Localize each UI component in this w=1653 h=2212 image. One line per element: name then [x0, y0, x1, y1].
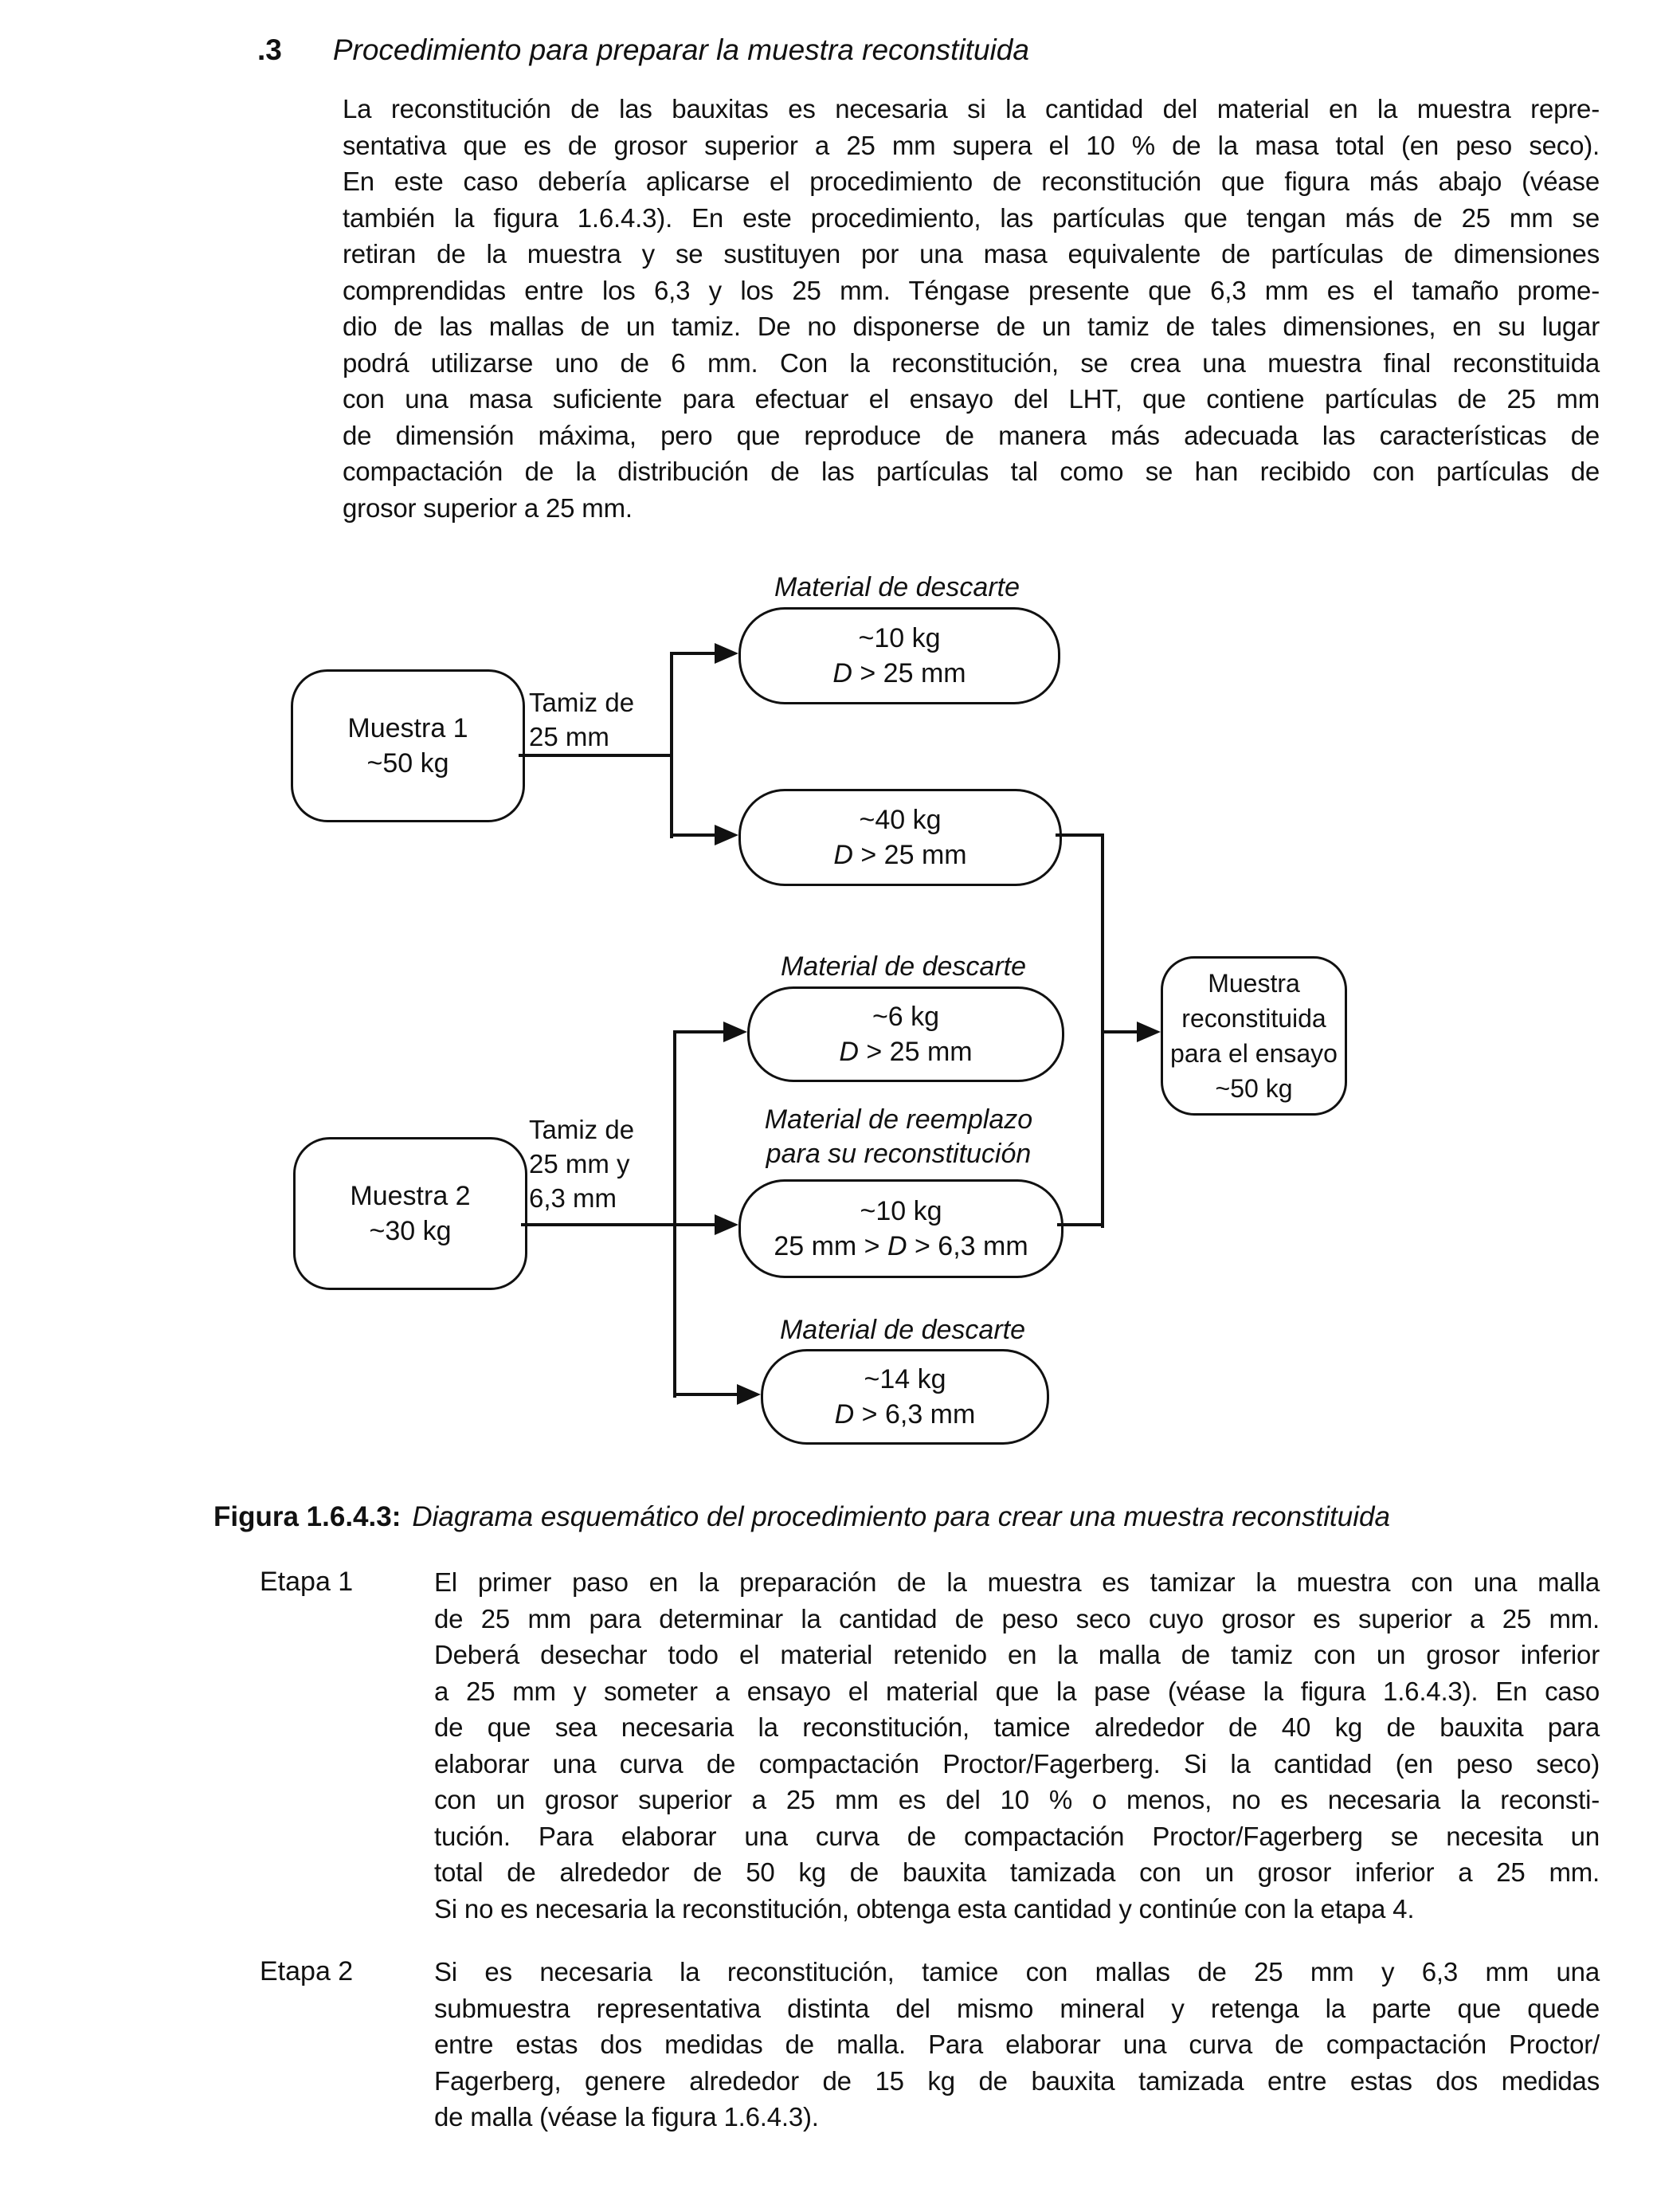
text-line: 25 mm y	[529, 1149, 630, 1179]
text-line: tución. Para elaborar una curva de compactación Proctor/Fagerberg se necesita un	[434, 1821, 1600, 1851]
text-line: Muestra 1	[347, 713, 468, 743]
sieved-40kg-box	[738, 789, 1062, 886]
sieve2-label	[529, 1112, 634, 1215]
connector-line	[1057, 1223, 1103, 1226]
text-line: Muestra 2	[350, 1181, 471, 1211]
intro-paragraph	[343, 91, 1600, 526]
connector-line	[1056, 833, 1104, 837]
replacement-material-label	[738, 1103, 1059, 1171]
text-line: comprendidas entre los 6,3 y los 25 mm. Téngase presente que 6,3 mm es el tamaño prome-	[343, 275, 1600, 305]
text-line: ~6 kg	[872, 1002, 940, 1032]
connector-line	[670, 833, 716, 837]
text-line: La reconstitución de las bauxitas es necesaria si la cantidad del material en la muestra repre-	[343, 94, 1600, 124]
text-line: elaborar una curva de compactación Proctor/Fagerberg. Si la cantidad (en peso seco)	[434, 1748, 1600, 1779]
replacement-10kg-box	[738, 1179, 1063, 1278]
text-line: ~50 kg	[1215, 1074, 1293, 1103]
text-line: D > 6,3 mm	[834, 1399, 976, 1430]
text-line: ~50 kg	[366, 748, 449, 779]
text-line: submuestra representativa distinta del mismo mineral y retenga la parte que quede	[434, 1993, 1600, 2023]
text-line: reconstituida	[1181, 1004, 1326, 1033]
text-line: Material de descarte	[780, 951, 1027, 982]
sample2-box	[293, 1137, 527, 1290]
text-line: compactación de la distribución de las partículas tal como se han recibido con partículas de	[343, 457, 1600, 486]
text-line: con un grosor superior a 25 mm es del 10 % o menos, no es necesaria la reconsti-	[434, 1785, 1600, 1814]
figure-caption-text: Diagrama esquemático del procedimiento para crear una muestra reconstituida	[412, 1501, 1390, 1532]
section-title: Procedimiento para preparar la muestra reconstituida	[332, 33, 1029, 66]
text-line: también la figura 1.6.4.3). En este procedimiento, las partículas que tengan más de 25 mm se	[343, 202, 1600, 233]
discard-material-label-3	[761, 1313, 1044, 1347]
text-line: grosor superior a 25 mm.	[343, 492, 633, 523]
arrow-right-icon	[1137, 1022, 1161, 1042]
text-line: Tamiz de	[529, 1115, 635, 1144]
discard-6kg-box	[747, 986, 1064, 1082]
connector-line	[521, 1223, 716, 1226]
text-line: ~10 kg	[858, 623, 941, 653]
sample1-box	[291, 669, 525, 822]
arrow-right-icon	[723, 1022, 747, 1042]
arrow-right-icon	[715, 1214, 738, 1235]
text-line: Material de descarte	[779, 1315, 1026, 1345]
text-line: para el ensayo	[1170, 1039, 1338, 1068]
text-line: con una masa suficiente para efectuar el ensayo del LHT, que contiene partículas de 25 mm	[343, 384, 1600, 414]
connector-line	[673, 1393, 738, 1396]
step-2-paragraph	[434, 1954, 1600, 2136]
arrow-right-icon	[715, 825, 738, 845]
text-line: ~10 kg	[860, 1196, 942, 1226]
discard-material-label-2	[747, 950, 1060, 984]
text-line: 25 mm > D > 6,3 mm	[774, 1231, 1028, 1261]
arrow-right-icon	[737, 1384, 761, 1405]
text-line: ~30 kg	[369, 1216, 452, 1246]
connector-line	[670, 652, 716, 655]
text-line: podrá utilizarse uno de 6 mm. Con la reconstitución, se crea una muestra final reconstituida	[343, 347, 1600, 378]
connector-line	[673, 1030, 725, 1033]
text-line: de malla (véase la figura 1.6.4.3).	[434, 2102, 819, 2132]
connector-line	[670, 652, 673, 838]
text-line: El primer paso en la preparación de la muestra es tamizar la muestra con una malla	[434, 1567, 1600, 1597]
text-line: ~14 kg	[864, 1364, 946, 1394]
reconstituted-sample-box	[1161, 956, 1347, 1116]
text-line: D > 25 mm	[832, 658, 966, 688]
text-line: Deberá desechar todo el material retenido en la malla de tamiz con un grosor inferior	[434, 1640, 1600, 1669]
text-line: D > 25 mm	[839, 1037, 973, 1067]
text-line: Si no es necesaria la reconstitución, obtenga esta cantidad y continúe con la etapa 4.	[434, 1893, 1415, 1924]
text-line: retiran de la muestra y se sustituyen por una masa equivalente de partículas de dimensiones	[343, 239, 1600, 269]
section-number: .3	[257, 33, 282, 66]
step-1-label: Etapa 1	[260, 1567, 354, 1597]
text-line: dio de las mallas de un tamiz. De no disponerse de un tamiz de tales dimensiones, en su lugar	[343, 312, 1600, 341]
text-line: Si es necesaria la reconstitución, tamice con mallas de 25 mm y 6,3 mm una	[434, 1957, 1600, 1986]
text-line: En este caso debería aplicarse el procedimiento de reconstitución que figura más abajo (véase	[343, 167, 1600, 196]
discard-10kg-box	[738, 607, 1060, 704]
figure-caption-label: Figura 1.6.4.3:	[213, 1501, 401, 1532]
connector-line	[673, 1030, 676, 1398]
discard-14kg-box	[761, 1349, 1049, 1445]
text-line: entre estas dos medidas de malla. Para elaborar una curva de compactación Proctor/	[434, 2030, 1600, 2059]
discard-material-label-1	[738, 571, 1056, 605]
step-1-paragraph	[434, 1564, 1600, 1927]
text-line: D > 25 mm	[833, 840, 967, 870]
text-line: Material de descarte	[774, 572, 1020, 602]
text-line: 25 mm	[529, 722, 609, 751]
connector-line	[1101, 1030, 1138, 1033]
section-heading	[257, 33, 1029, 67]
text-line: a 25 mm y someter a ensayo el material que la pase (véase la figura 1.6.4.3). En caso	[434, 1676, 1600, 1706]
text-line: de dimensión máxima, pero que reproduce de manera más adecuada las características de	[343, 420, 1600, 450]
step-2-label: Etapa 2	[260, 1956, 354, 1986]
text-line: para su reconstitución	[766, 1139, 1032, 1169]
text-line: Tamiz de	[529, 688, 635, 717]
text-line: Muestra	[1208, 969, 1300, 998]
sieve1-label	[529, 685, 634, 754]
text-line: ~40 kg	[859, 805, 942, 835]
text-line: de 25 mm para determinar la cantidad de peso seco cuyo grosor es superior a 25 mm.	[434, 1603, 1600, 1634]
text-line: 6,3 mm	[529, 1183, 617, 1213]
text-line: de que sea necesaria la reconstitución, tamice alrededor de 40 kg de bauxita para	[434, 1712, 1600, 1742]
connector-line	[519, 754, 672, 757]
text-line: Fagerberg, genere alrededor de 15 kg de bauxita tamizada entre estas dos medidas	[434, 2065, 1600, 2096]
arrow-right-icon	[715, 643, 738, 664]
text-line: total de alrededor de 50 kg de bauxita tamizada con un grosor inferior a 25 mm.	[434, 1857, 1600, 1887]
figure-caption	[213, 1501, 1390, 1533]
text-line: Material de reemplazo	[764, 1104, 1033, 1135]
text-line: sentativa que es de grosor superior a 25 mm supera el 10 % de la masa total (en peso seco).	[343, 130, 1600, 160]
